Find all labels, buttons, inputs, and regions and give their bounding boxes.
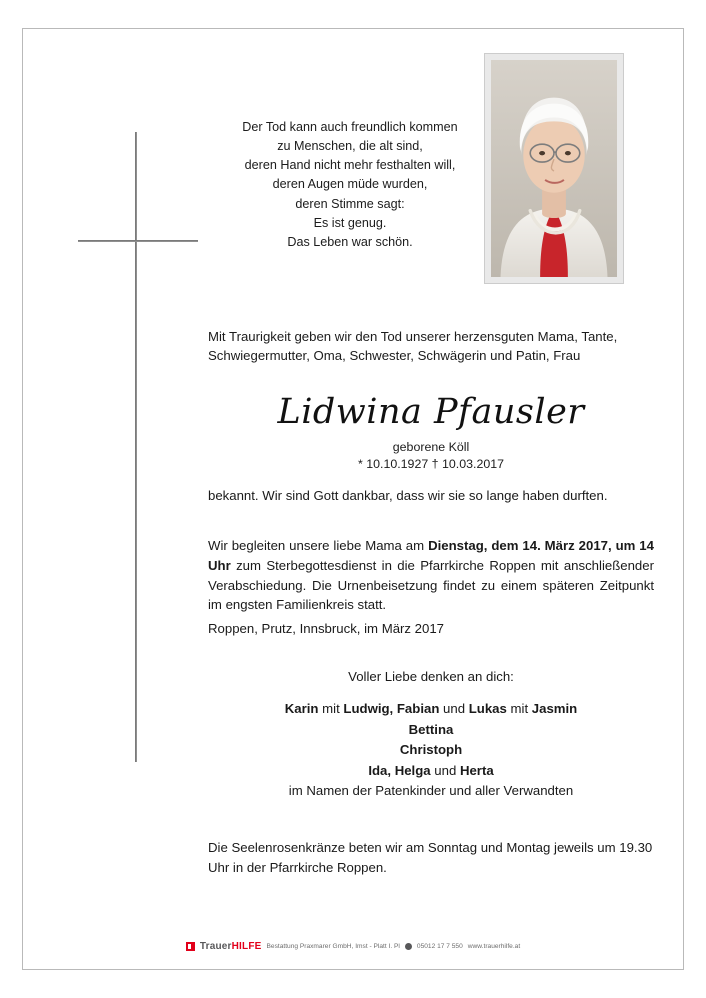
- funeral-text-part1: Wir begleiten unsere liebe Mama am: [208, 538, 429, 553]
- poem-line: Das Leben war schön.: [287, 234, 413, 249]
- footer-phone: 05012 17 7 550: [416, 943, 463, 950]
- poem-line: Es ist genug.: [313, 215, 387, 230]
- funeral-datetime: Dienstag, dem 14. März 2017, um 14 Uhr: [208, 538, 654, 573]
- poem-line: deren Stimme sagt:: [295, 196, 405, 211]
- cross-horizontal-bar: [78, 240, 198, 242]
- mourner-connector: im Namen der Patenkinder und aller Verwandten: [288, 783, 574, 799]
- footer-logo-text: [200, 941, 262, 952]
- mourner-name: Bettina: [408, 721, 454, 737]
- footer-logo-accent: HILFE: [231, 941, 262, 952]
- rosary-note: Die Seelenrosenkränze beten wir am Sonntag und Montag jeweils um 19.30 Uhr in der Pfarrkirche Roppen.: [208, 840, 653, 875]
- poem-line: Der Tod kann auch freundlich kommen: [242, 120, 458, 134]
- mourners-list: [208, 699, 654, 801]
- mourner-line: [208, 761, 654, 781]
- footer: [0, 941, 706, 952]
- mourner-connector: mit: [318, 701, 344, 717]
- maiden-name: geborene Köll: [392, 440, 470, 454]
- poem-line: deren Augen müde wurden,: [272, 177, 428, 192]
- mourner-connector: und: [430, 762, 460, 778]
- funeral-text-part2: zum Sterbegottesdienst in die Pfarrkirche Roppen mit anschließender Verabschiedung. Die Urnenbeisetzung findet zu einem späteren Zeitpunkt im engsten Familienkreis statt.: [208, 557, 654, 613]
- mourner-line: [208, 720, 654, 740]
- deceased-name: Lidwina Pfausler: [277, 392, 585, 432]
- mourner-name: Jasmin: [531, 701, 578, 717]
- intro-paragraph: Mit Traurigkeit geben wir den Tod unserer herzensguten Mama, Tante, Schwiegermutter, Oma, Schwester, Schwägerin und Patin, Frau: [208, 329, 618, 364]
- trauerhilfe-logo-icon: [186, 942, 195, 951]
- mourner-name: Ludwig, Fabian: [343, 701, 440, 717]
- mourner-connector: mit: [506, 701, 532, 717]
- mourner-name: Christoph: [399, 742, 463, 758]
- mourner-line: [208, 699, 654, 719]
- cross-icon: [78, 132, 198, 762]
- portrait-photo: [491, 60, 617, 277]
- phone-icon: [405, 943, 412, 950]
- footer-web[interactable]: www.trauerhilfe.at: [467, 943, 521, 950]
- footer-company-meta: Bestattung Praxmarer GmbH, Imst - Platt I. Pl: [266, 943, 400, 950]
- poem-text: [208, 118, 492, 252]
- poem-line: deren Hand nicht mehr festhalten will,: [244, 158, 456, 173]
- mourner-name: Ida, Helga: [368, 762, 431, 778]
- mourner-name: Herta: [459, 762, 494, 778]
- portrait-illustration: [491, 60, 617, 277]
- mourner-name: Lukas: [468, 701, 507, 717]
- mourner-line: [208, 781, 654, 801]
- mourner-line: [208, 740, 654, 760]
- mourners-lead: Voller Liebe denken an dich:: [348, 669, 514, 684]
- places-line: Roppen, Prutz, Innsbruck, im März 2017: [208, 621, 445, 636]
- life-dates: * 10.10.1927 † 10.03.2017: [357, 457, 505, 471]
- portrait-frame: [484, 53, 624, 284]
- poem-line: zu Menschen, die alt sind,: [277, 139, 423, 154]
- cross-vertical-bar: [135, 132, 137, 762]
- mourners-block: [208, 667, 654, 802]
- mourner-name: Karin: [284, 701, 319, 717]
- funeral-details: [208, 536, 654, 615]
- known-line: bekannt. Wir sind Gott dankbar, dass wir sie so lange haben durften.: [208, 488, 608, 503]
- footer-logo-name: Trauer: [199, 941, 232, 952]
- mourner-connector: und: [439, 701, 469, 717]
